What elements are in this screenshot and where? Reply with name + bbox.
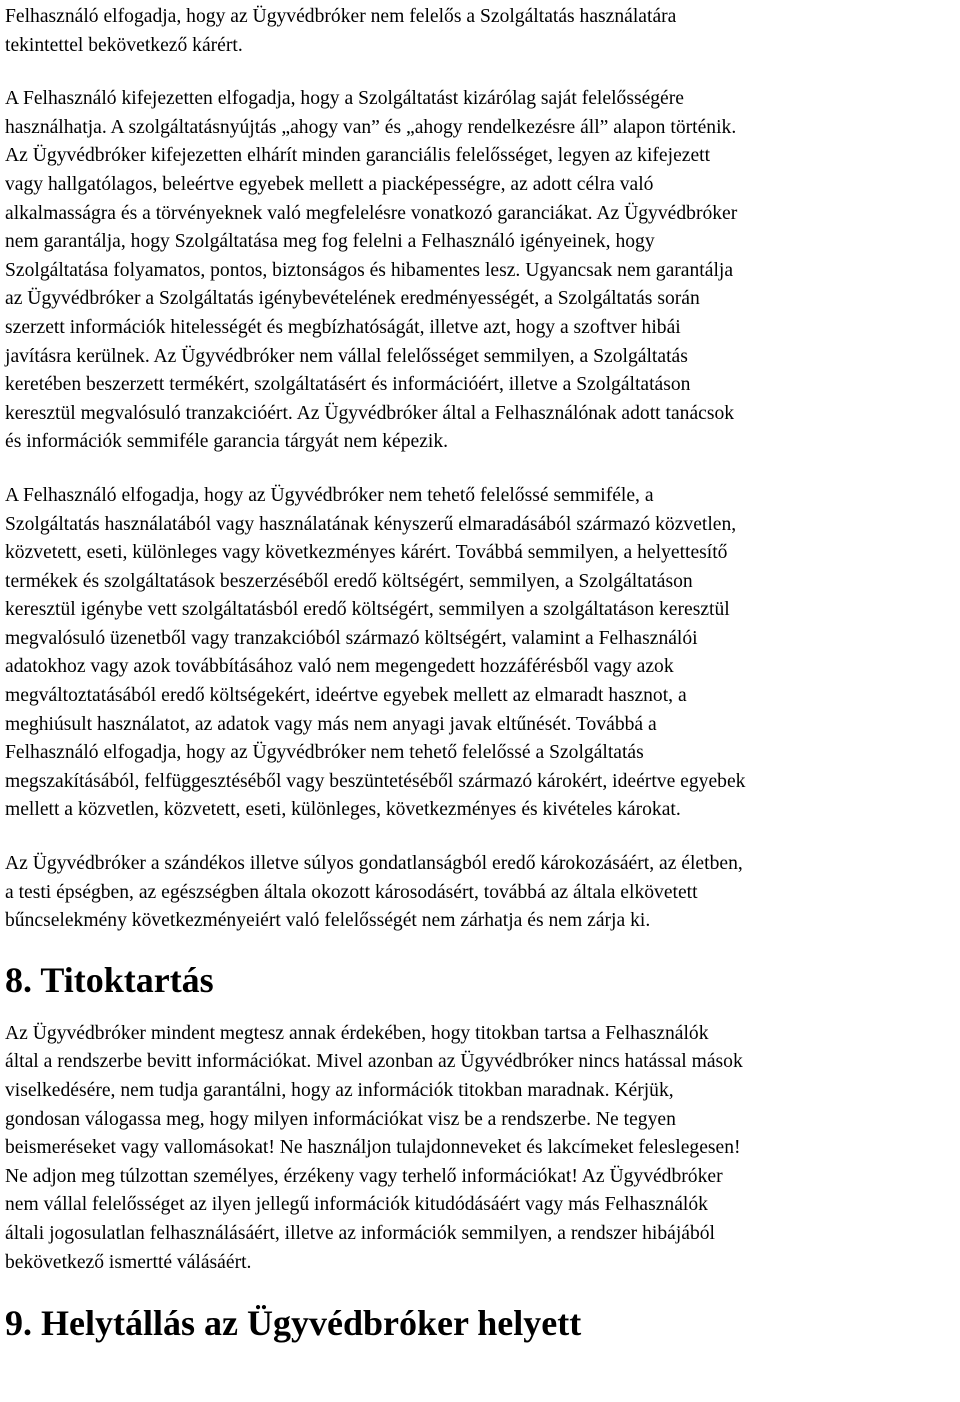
text-line: használhatja. A szolgáltatásnyújtás „ahogy van” és „ahogy rendelkezésre áll” alapon történik. [5, 116, 737, 138]
text-line: mellett a közvetlen, közvetett, eseti, különleges, következményes és kivételes károkat. [5, 799, 681, 821]
text-line: viselkedésére, nem tudja garantálni, hogy az információk titokban maradnak. Kérjük, [5, 1080, 674, 1101]
text-line: szerzett információk hitelességét és megbízhatóságát, illetve azt, hogy a szoftver hibái [5, 316, 681, 338]
text-line: gondosan válogassa meg, hogy milyen információkat visz be a rendszerbe. Ne tegyen [5, 1108, 676, 1130]
text-line: által a rendszerbe bevitt információkat. Mivel azonban az Ügyvédbróker nincs hatással mások [5, 1051, 743, 1073]
text-line: a testi épségben, az egészségben általa okozott károsodásért, továbbá az általa elkövetett [5, 881, 698, 903]
paragraph-liability-usage [5, 3, 960, 60]
text-line: Felhasználó elfogadja, hogy az Ügyvédbróker nem felelős a Szolgáltatás használatára [5, 6, 677, 27]
text-line: nem vállal felelősséget az ilyen jellegű információk kitudódásáért vagy más Felhasználók [5, 1194, 708, 1216]
text-line: termékek és szolgáltatások beszerzéséből eredő költségért, semmilyen, a Szolgáltatáson [5, 570, 693, 592]
section-8-heading: 8. Titoktartás [5, 959, 214, 1000]
paragraph-warranty-disclaimer [5, 85, 960, 457]
text-line: A Felhasználó elfogadja, hogy az Ügyvédbróker nem tehető felelőssé semmiféle, a [5, 484, 654, 506]
text-line: alkalmasságra és a törvényeknek való megfelelésre vonatkozó garanciákat. Az Ügyvédbróker [5, 202, 738, 224]
text-line: nem garantálja, hogy Szolgáltatása meg fog felelni a Felhasználó igényeinek, hogy [5, 231, 655, 253]
text-line: keresztül megvalósuló tranzakcióért. Az Ügyvédbróker által a Felhasználónak adott tanácsok [5, 402, 735, 424]
text-line: keretében beszerzett termékért, szolgáltatásért és információért, illetve a Szolgáltatáson [5, 374, 691, 396]
text-line: és információk semmiféle garancia tárgyát nem képezik. [5, 431, 449, 453]
text-line: keresztül igénybe vett szolgáltatásból eredő költségért, semmilyen a szolgáltatáson keresztül [5, 599, 730, 621]
text-line: Az Ügyvédbróker mindent megtesz annak érdekében, hogy titokban tartsa a Felhasználók [5, 1022, 709, 1044]
text-line: általi jogosulatlan felhasználásáért, illetve az információk semmilyen, a rendszer hibájából [5, 1222, 715, 1244]
text-line: vagy hallgatólagos, beleértve egyebek mellett a piacképességre, az adott célra való [5, 173, 654, 195]
text-line: adatokhoz vagy azok továbbításához való nem megengedett hozzáférésből vagy azok [5, 656, 674, 678]
text-line: bekövetkező ismertté válásáért. [5, 1251, 252, 1273]
text-line: Az Ügyvédbróker kifejezetten elhárít minden garanciális felelősséget, legyen az kifejezett [5, 145, 711, 167]
text-line: javításra kerülnek. Az Ügyvédbróker nem vállal felelősséget semmilyen, a Szolgáltatás [5, 345, 688, 367]
text-line: megvalósuló üzenetből vagy tranzakcióból származó költségért, valamint a Felhasználói [5, 627, 698, 649]
document-page [5, 3, 960, 1345]
text-line: beismeréseket vagy vallomásokat! Ne használjon tulajdonneveket és lakcímeket feleslegesen! [5, 1137, 741, 1159]
text-line: Az Ügyvédbróker a szándékos illetve súlyos gondatlanságból eredő károkozásáért, az életben, [5, 853, 743, 875]
text-line: Szolgáltatás használatából vagy használatának kényszerű elmaradásából származó közvetlen, [5, 513, 737, 535]
text-line: Szolgáltatása folyamatos, pontos, biztonságos és hibamentes lesz. Ugyancsak nem garantálja [5, 259, 734, 281]
text-line: bűncselekmény következményeiért való felelősségét nem zárhatja és nem zárja ki. [5, 910, 651, 932]
paragraph-damages-exclusion [5, 482, 960, 825]
text-line: Felhasználó elfogadja, hogy az Ügyvédbróker nem tehető felelőssé a Szolgáltatás [5, 742, 644, 764]
section-9-heading: 9. Helytállás az Ügyvédbróker helyett [5, 1303, 582, 1344]
text-line: közvetett, eseti, különleges vagy következményes kárért. Továbbá semmilyen, a helyettesítő [5, 542, 728, 564]
text-line: az Ügyvédbróker a Szolgáltatás igénybevételének eredményességét, a Szolgáltatás során [5, 288, 700, 310]
text-line: Ne adjon meg túlzottan személyes, érzékeny vagy terhelő információkat! Az Ügyvédbróker [5, 1165, 723, 1187]
text-line: megváltoztatásából eredő költségekért, ideértve egyebek mellett az elmaradt hasznot, a [5, 685, 687, 707]
paragraph-confidentiality [5, 1020, 960, 1277]
text-line: meghiúsult használatot, az adatok vagy más nem anyagi javak eltűnését. Továbbá a [5, 713, 657, 735]
text-line: tekintettel bekövetkező kárért. [5, 34, 243, 56]
text-line: A Felhasználó kifejezetten elfogadja, hogy a Szolgáltatást kizárólag saját felelősségére [5, 88, 684, 110]
text-line: megszakításából, felfüggesztéséből vagy beszüntetéséből származó károkért, ideértve egyebek [5, 770, 746, 792]
paragraph-intentional-damages [5, 850, 960, 936]
